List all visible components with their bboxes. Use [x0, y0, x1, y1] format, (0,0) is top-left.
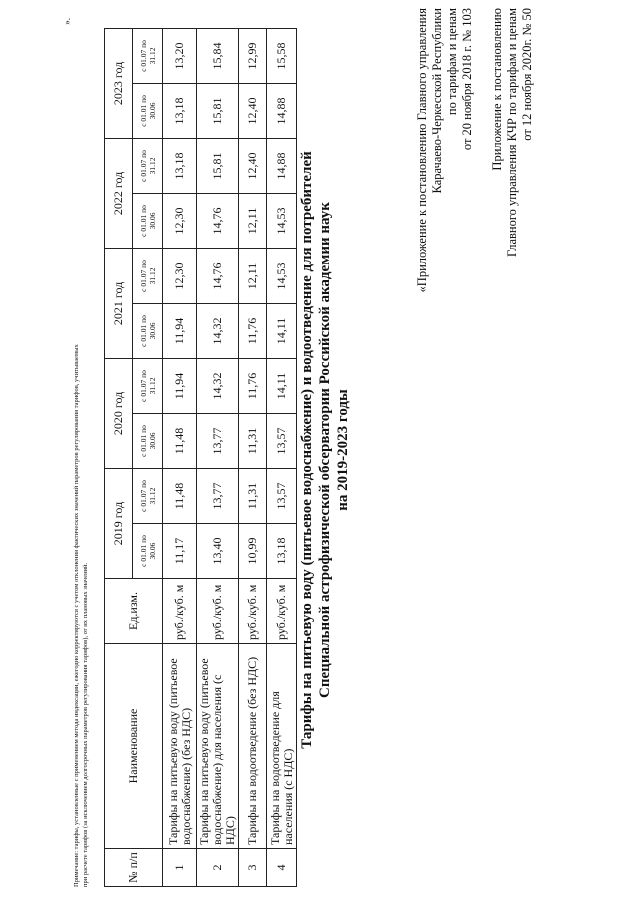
tariff-value: 11,31 — [239, 468, 267, 523]
period-start: с 01.01 по 30.06 — [133, 524, 163, 579]
tariff-value: 11,48 — [163, 413, 197, 468]
tariff-value: 12,40 — [239, 138, 267, 193]
period-end: с 01.07 по 31.12 — [133, 358, 163, 413]
tariff-value: 14,11 — [267, 303, 297, 358]
tariff-value: 11,48 — [163, 468, 197, 523]
tariff-value: 14,76 — [197, 248, 239, 303]
tariff-value: 12,30 — [163, 248, 197, 303]
closing-quote: ». — [62, 18, 72, 25]
period-start: с 01.01 по 30.06 — [133, 413, 163, 468]
tariff-value: 13,57 — [267, 413, 297, 468]
footnote-line1: Примечание: тарифы, установленные с применением метода индексации, ежегодно корректируются с учетом отклонения фактических значений параметров регулирования тарифов, учитываемых — [73, 344, 80, 887]
tariff-value: 11,31 — [239, 413, 267, 468]
tariff-value: 14,53 — [267, 193, 297, 248]
row-num: 2 — [197, 849, 239, 887]
tariff-value: 11,94 — [163, 303, 197, 358]
row-name: Тарифы на питьевую воду (питьевое водоснабжение) для населения (с НДС) — [197, 644, 239, 849]
tariff-value: 11,17 — [163, 524, 197, 579]
title-line3: на 2019-2023 годы — [335, 389, 351, 511]
tariff-value: 10,99 — [239, 524, 267, 579]
tariff-value: 15,58 — [267, 28, 297, 83]
title-line1: Тарифы на питьевую воду (питьевое водоснабжение) и водоотведение для потребителей — [299, 151, 315, 749]
tariff-value: 11,76 — [239, 303, 267, 358]
title-line2: Специальной астрофизической обсерватории Российской академии наук — [317, 202, 333, 698]
previous-header-line2: Карачаево-Черкесской Республики — [430, 8, 444, 194]
row-num: 4 — [267, 849, 297, 887]
row-name: Тарифы на водоотведение для населения (с НДС) — [267, 644, 297, 849]
approval-header-line3: от 12 ноября 2020г. № 50 — [520, 8, 534, 141]
row-name: Тарифы на водоотведение (без НДС) — [239, 644, 267, 849]
row-num: 3 — [239, 849, 267, 887]
tariff-value: 14,76 — [197, 193, 239, 248]
tariff-value: 12,40 — [239, 83, 267, 138]
period-start: с 01.01 по 30.06 — [133, 83, 163, 138]
approval-header-line2: Главного управления КЧР по тарифам и ценам — [505, 8, 519, 258]
row-num: 1 — [163, 849, 197, 887]
row-unit: руб./куб. м — [163, 579, 197, 644]
period-end: с 01.07 по 31.12 — [133, 468, 163, 523]
footnote — [72, 27, 90, 887]
table-header-years — [105, 28, 133, 886]
period-end: с 01.07 по 31.12 — [133, 138, 163, 193]
row-unit: руб./куб. м — [239, 579, 267, 644]
row-name: Тарифы на питьевую воду (питьевое водоснабжение) (без НДС) — [163, 644, 197, 849]
period-start: с 01.01 по 30.06 — [133, 303, 163, 358]
tariff-value: 14,11 — [267, 358, 297, 413]
document-title — [298, 35, 352, 865]
tariff-value: 14,53 — [267, 248, 297, 303]
period-start: с 01.01 по 30.06 — [133, 193, 163, 248]
previous-header-line4: от 20 ноября 2018 г. № 103 — [460, 8, 474, 151]
tariff-value: 14,32 — [197, 303, 239, 358]
table-row — [267, 28, 297, 886]
tariff-value: 13,20 — [163, 28, 197, 83]
tariff-value: 13,18 — [267, 524, 297, 579]
period-end: с 01.07 по 31.12 — [133, 28, 163, 83]
table-row — [239, 28, 267, 886]
header-year-2021: 2021 год — [105, 248, 133, 358]
table-body — [163, 28, 297, 886]
table-row — [197, 28, 239, 886]
header-name: Наименование — [105, 644, 163, 849]
tariff-value: 13,77 — [197, 468, 239, 523]
previous-header-line1: «Приложение к постановлению Главного управления — [415, 8, 429, 293]
row-unit: руб./куб. м — [267, 579, 297, 644]
header-unit: Ед.изм. — [105, 579, 163, 644]
tariff-value: 15,81 — [197, 138, 239, 193]
tariff-value: 13,57 — [267, 468, 297, 523]
tariff-value: 13,18 — [163, 83, 197, 138]
approval-header — [490, 8, 535, 428]
tariff-value: 12,99 — [239, 28, 267, 83]
tariff-value: 15,81 — [197, 83, 239, 138]
footnote-line2: при расчете тарифов (за исключением долгосрочных параметров регулирования тарифов), от их плановых значений. — [82, 562, 89, 887]
tariff-value: 12,11 — [239, 248, 267, 303]
header-year-2020: 2020 год — [105, 358, 133, 468]
tariff-table — [104, 28, 297, 887]
tariff-value: 12,30 — [163, 193, 197, 248]
header-num: № п/п — [105, 849, 163, 887]
tariff-value: 11,76 — [239, 358, 267, 413]
header-year-2022: 2022 год — [105, 138, 133, 248]
tariff-value: 11,94 — [163, 358, 197, 413]
tariff-value: 14,32 — [197, 358, 239, 413]
approval-header-line1: Приложение к постановлению — [490, 8, 504, 171]
header-year-2019: 2019 год — [105, 468, 133, 578]
previous-header-line3: по тарифам и ценам — [445, 8, 459, 116]
table-row — [163, 28, 197, 886]
tariff-value: 13,77 — [197, 413, 239, 468]
tariff-value: 14,88 — [267, 83, 297, 138]
tariff-value: 15,84 — [197, 28, 239, 83]
row-unit: руб./куб. м — [197, 579, 239, 644]
tariff-value: 12,11 — [239, 193, 267, 248]
tariff-value: 13,18 — [163, 138, 197, 193]
tariff-value: 14,88 — [267, 138, 297, 193]
header-year-2023: 2023 год — [105, 28, 133, 138]
period-end: с 01.07 по 31.12 — [133, 248, 163, 303]
tariff-value: 13,40 — [197, 524, 239, 579]
previous-approval-header — [415, 8, 475, 428]
